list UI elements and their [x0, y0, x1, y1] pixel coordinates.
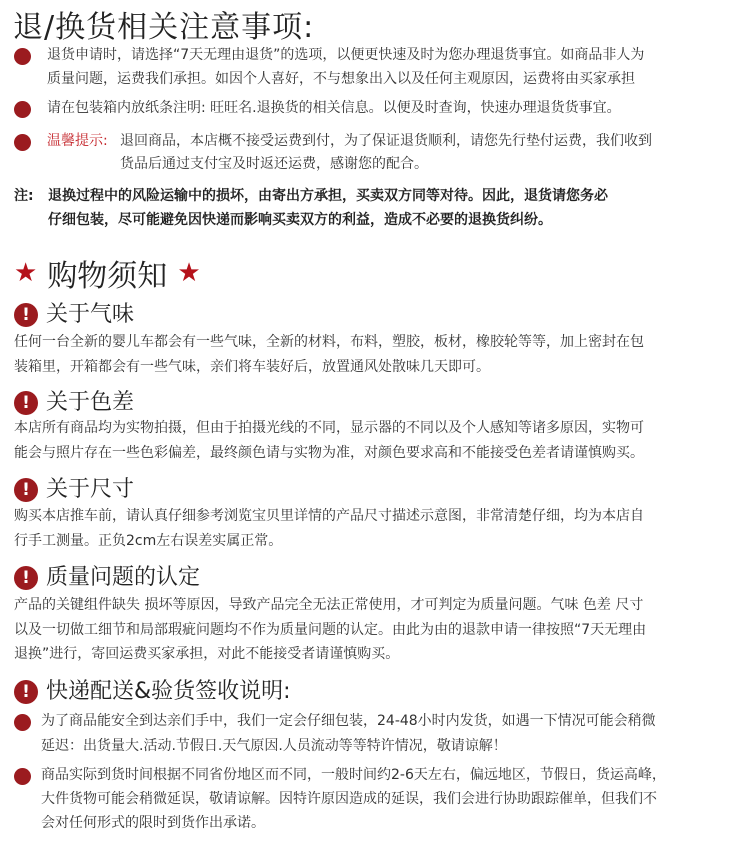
- section-title: 关于尺寸: [46, 477, 135, 502]
- star-left-icon: ★: [14, 258, 38, 288]
- exclamation-icon: !: [14, 680, 38, 704]
- exclamation-icon: !: [14, 391, 38, 415]
- note-label: 注:: [14, 188, 34, 204]
- notice-title-text: 购物须知: [47, 259, 168, 294]
- tip-line-1: 退回商品，本店概不接受运费到付，为了保证退货顺利，请您先行垫付运费，我们收到: [120, 133, 652, 149]
- star-right-icon: ★: [177, 258, 201, 288]
- exclamation-icon: !: [14, 303, 38, 327]
- section-title: 关于色差: [46, 390, 135, 415]
- shipping-item-2-line-2: 大件货物可能会稍微延误，敬请谅解。因特许原因造成的延误，我们会进行协助跟踪催单，但我们不: [41, 791, 657, 807]
- exclamation-icon: !: [14, 478, 38, 502]
- bullet-dot-icon: [14, 134, 31, 151]
- note-line-1: 退换过程中的风险运输中的损坏，由寄出方承担，买卖双方同等对待。因此，退货请您务必: [48, 188, 608, 204]
- quality-line-1: 产品的关键组件缺失 损坏等原因，导致产品完全无法正常使用，才可判定为质量问题。气味 色差 尺寸: [14, 597, 644, 613]
- shipping-item-2-line-3: 会对任何形式的限时到货作出承诺。: [41, 815, 265, 831]
- bullet-dot-icon: [14, 714, 31, 731]
- bullet-dot-icon: [14, 768, 31, 785]
- bullet-dot-icon: [14, 48, 31, 65]
- smell-line-1: 任何一台全新的婴儿车都会有一些气味，全新的材料，布料，塑胶，板材，橡胶轮等等，加上密封在包: [14, 334, 644, 350]
- section-title: 质量问题的认定: [46, 565, 201, 590]
- color-line-2: 能会与照片存在一些色彩偏差，最终颜色请与实物为准，对颜色要求高和不能接受色差者请谨慎购买。: [14, 445, 644, 461]
- returns-item-1-line-1: 退货申请时，请选择“7天无理由退货”的选项，以便更快速及时为您办理退货事宜。如商品非人为: [47, 47, 645, 63]
- notice-title: [14, 251, 201, 295]
- note-line-2: 仔细包装，尽可能避免因快递而影响买卖双方的利益，造成不必要的退换货纠纷。: [48, 212, 552, 228]
- size-line-2: 行手工测量。正负2cm左右误差实属正常。: [14, 533, 283, 549]
- quality-line-3: 退换”进行，寄回运费买家承担，对此不能接受者请谨慎购买。: [14, 646, 400, 662]
- returns-item-2-text: 请在包装箱内放纸条注明: 旺旺名.退换货的相关信息。以便及时查询，快速办理退货货事宜。: [47, 100, 621, 116]
- shipping-item-1-line-2: 延迟：出货量大.活动.节假日.天气原因.人员流动等等特许情况，敬请谅解！: [41, 738, 507, 754]
- tip-label: 温馨提示:: [47, 133, 108, 149]
- section-title: 快递配送&验货签收说明:: [46, 679, 291, 704]
- shipping-item-1-line-1: 为了商品能安全到达亲们手中，我们一定会仔细包装，24-48小时内发货，如遇一下情况可能会稍微: [41, 713, 656, 729]
- shipping-item-2-line-1: 商品实际到货时间根据不同省份地区而不同，一般时间约2-6天左右，偏远地区，节假日，货运高峰，: [41, 767, 666, 783]
- tip-line-2: 货品后通过支付宝及时返还运费，感谢您的配合。: [120, 156, 428, 172]
- bullet-dot-icon: [14, 101, 31, 118]
- quality-line-2: 以及一切做工细节和局部瑕疵问题均不作为质量问题的认定。由此为由的退款申请一律按照“7天无理由: [14, 622, 647, 638]
- exclamation-icon: !: [14, 566, 38, 590]
- smell-line-2: 装箱里，开箱都会有一些气味，亲们将车装好后，放置通风处散味几天即可。: [14, 359, 490, 375]
- section-title: 关于气味: [46, 302, 135, 327]
- color-line-1: 本店所有商品均为实物拍摄，但由于拍摄光线的不同，显示器的不同以及个人感知等诸多原因，实物可: [14, 420, 644, 436]
- returns-title: 退/换货相关注意事项:: [13, 10, 315, 45]
- returns-item-1-line-2: 质量问题，运费我们承担。如因个人喜好，不与想象出入以及任何主观原因，运费将由买家承担: [47, 71, 635, 87]
- size-line-1: 购买本店推车前，请认真仔细参考浏览宝贝里详情的产品尺寸描述示意图，非常清楚仔细，均为本店自: [14, 508, 644, 524]
